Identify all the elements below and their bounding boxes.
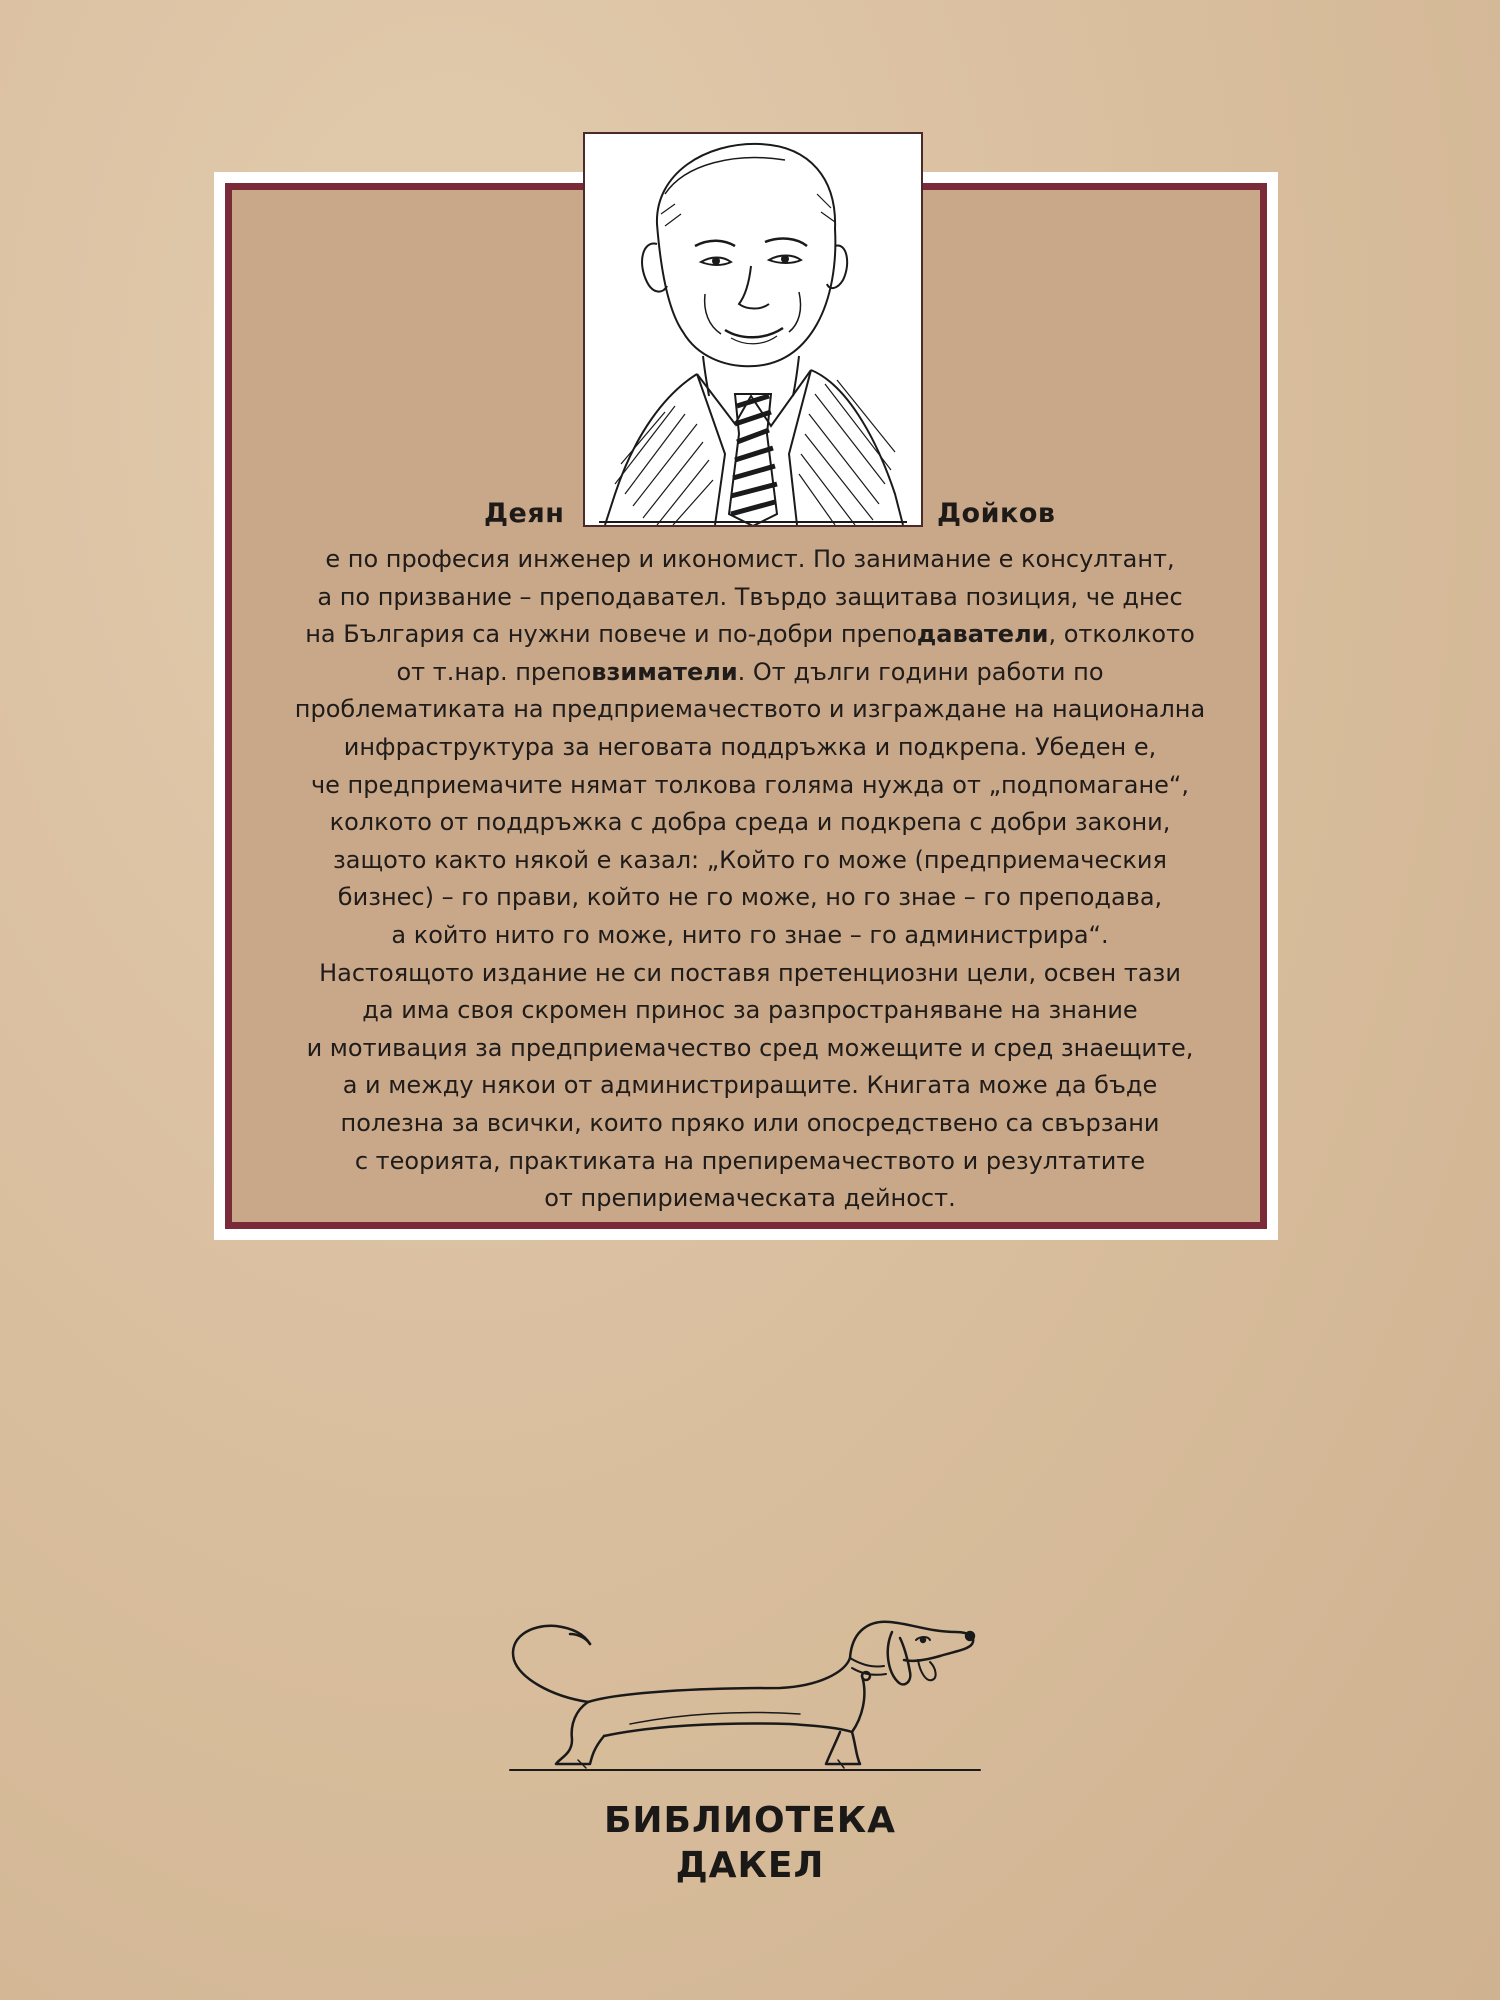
bio-line: защото както някой е казал: „Който го може (предприемаческия (333, 845, 1167, 874)
bio-emphasis: взиматели (591, 657, 738, 686)
bio-line: полезна за всички, които пряко или опосредствено са свързани (340, 1108, 1160, 1137)
author-first-name: Деян (484, 498, 565, 529)
publisher-imprint (500, 1798, 1000, 1888)
portrait-sketch-icon (585, 134, 921, 525)
bio-line: да има своя скромен принос за разпространяване на знание (362, 996, 1138, 1025)
dachshund-logo-icon (500, 1610, 990, 1790)
bio-line (240, 654, 1260, 692)
imprint-line: ДАКЕЛ (675, 1845, 825, 1886)
bio-text: на България са нужни повече и по-добри препо (305, 620, 917, 649)
bio-line: а и между някои от администриращите. Книгата може да бъде (342, 1071, 1158, 1100)
bio-line: Настоящото издание не си поставя претенциозни цели, освен тази (319, 958, 1181, 987)
bio-line: е по професия инженер и икономист. По занимание е консултант, (325, 545, 1175, 573)
imprint-line: БИБЛИОТЕКА (603, 1800, 897, 1841)
author-last-name: Дойков (937, 498, 1056, 529)
bio-text: от т.нар. препо (396, 657, 592, 686)
bio-line: бизнес) – го прави, който не го може, но го знае – го преподава, (337, 883, 1163, 912)
bio-line: че предприемачите нямат толкова голяма нужда от „подпомагане“, (310, 770, 1189, 799)
bio-line: и мотивация за предприемачество сред можещите и сред знаещите, (306, 1033, 1194, 1062)
bio-line: проблематиката на предприемачеството и изграждане на национална (294, 695, 1206, 724)
bio-emphasis: даватели (916, 620, 1049, 649)
bio-line (240, 616, 1260, 654)
author-bio (240, 541, 1260, 1218)
bio-text: . От дълги години работи по (737, 657, 1104, 686)
bio-line: а по призвание – преподавател. Твърдо защитава позиция, че днес (317, 582, 1183, 611)
bio-line: от препириемаческата дейност. (544, 1184, 956, 1213)
bio-line: а който нито го може, нито го знае – го администрира“. (391, 920, 1109, 949)
author-portrait (583, 132, 923, 527)
bio-line: с теорията, практиката на препиремачеството и резултатите (354, 1146, 1146, 1175)
bio-line: инфраструктура за неговата поддръжка и подкрепа. Убеден е, (343, 732, 1157, 761)
bio-line: колкото от поддръжка с добра среда и подкрепа с добри закони, (329, 808, 1171, 837)
bio-text: , отколкото (1048, 620, 1195, 649)
